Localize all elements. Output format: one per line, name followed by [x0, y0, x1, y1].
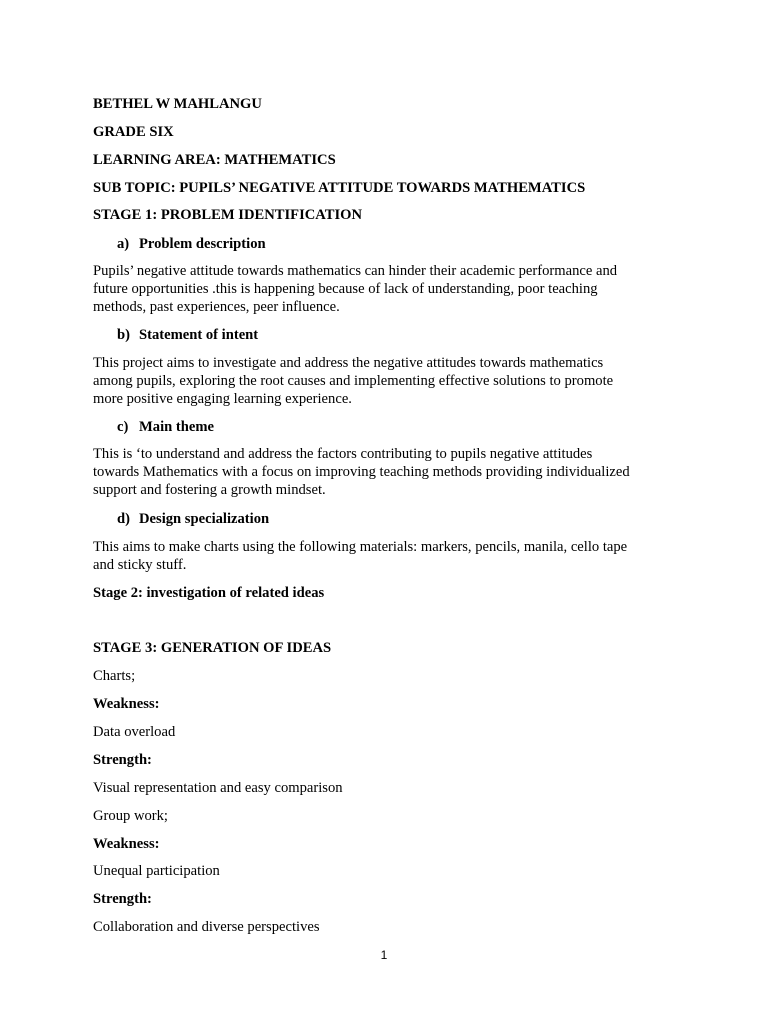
section-marker: c) — [117, 419, 129, 435]
author-name: BETHEL W MAHLANGU — [93, 96, 262, 112]
section-heading-problem-description — [117, 235, 266, 253]
section-marker: d) — [117, 511, 130, 527]
section-title: Design specialization — [139, 511, 270, 527]
statement-of-intent-paragraph — [93, 354, 683, 409]
page-number: 1 — [380, 948, 388, 962]
strength-text: Collaboration and diverse perspectives — [93, 919, 320, 935]
weakness-label: Weakness: — [93, 696, 160, 712]
paragraph-line: methods, past experiences, peer influence. — [93, 299, 340, 316]
paragraph-line: towards Mathematics with a focus on improving teaching methods providing individualized — [93, 464, 630, 481]
weakness-label: Weakness: — [93, 836, 160, 852]
paragraph-line: future opportunities .this is happening because of lack of understanding, poor teaching — [93, 281, 598, 298]
section-heading-statement-of-intent — [117, 326, 258, 344]
idea-name-charts: Charts; — [93, 668, 136, 684]
stage3-heading: STAGE 3: GENERATION OF IDEAS — [93, 640, 332, 656]
section-heading-main-theme — [117, 418, 214, 436]
paragraph-line: Pupils’ negative attitude towards mathematics can hinder their academic performance and — [93, 263, 618, 279]
problem-description-paragraph — [93, 262, 683, 317]
section-marker: a) — [117, 236, 130, 252]
paragraph-line: support and fostering a growth mindset. — [93, 482, 326, 499]
paragraph-line: and sticky stuff. — [93, 557, 187, 574]
grade-label: GRADE SIX — [93, 124, 174, 140]
learning-area: LEARNING AREA: MATHEMATICS — [93, 152, 336, 168]
idea-name-group-work: Group work; — [93, 808, 168, 824]
section-title: Main theme — [139, 419, 214, 435]
stage2-heading: Stage 2: investigation of related ideas — [93, 585, 325, 601]
paragraph-line: This is ‘to understand and address the factors contributing to pupils negative attitudes — [93, 446, 593, 462]
paragraph-line: This aims to make charts using the following materials: markers, pencils, manila, cello tape — [93, 539, 628, 555]
main-theme-paragraph — [93, 445, 683, 500]
weakness-text: Data overload — [93, 724, 176, 740]
paragraph-line: among pupils, exploring the root causes and implementing effective solutions to promote — [93, 373, 614, 390]
weakness-text: Unequal participation — [93, 863, 220, 879]
strength-label: Strength: — [93, 752, 152, 768]
design-specialization-paragraph — [93, 538, 683, 574]
stage1-heading: STAGE 1: PROBLEM IDENTIFICATION — [93, 207, 363, 223]
section-marker: b) — [117, 327, 130, 343]
section-heading-design-specialization — [117, 510, 269, 528]
strength-label: Strength: — [93, 891, 152, 907]
paragraph-line: This project aims to investigate and address the negative attitudes towards mathematics — [93, 355, 604, 371]
strength-text: Visual representation and easy comparison — [93, 780, 343, 796]
section-title: Statement of intent — [139, 327, 259, 343]
paragraph-line: more positive engaging learning experience. — [93, 391, 352, 408]
section-title: Problem description — [139, 236, 266, 252]
sub-topic: SUB TOPIC: PUPILS’ NEGATIVE ATTITUDE TOWARDS MATHEMATICS — [93, 180, 586, 196]
